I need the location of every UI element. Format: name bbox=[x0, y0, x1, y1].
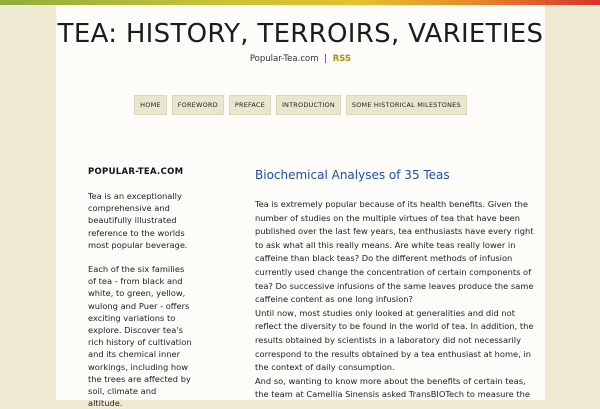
nav-introduction[interactable]: INTRODUCTION bbox=[276, 95, 341, 115]
post-paragraph: Tea is extremely popular because of its health benefits. Given the number of studies on the multiple virtues of tea that have been published over the last few years, tea enthusiasts have every right to ask what all this really means. Are white teas really lower in caffeine than black teas? Do the different methods of infusion currently used change the concentration of certain components of tea? Do successive infusions of the same leaves produce the same caffeine content as one long infusion? bbox=[255, 199, 534, 305]
post-body bbox=[255, 198, 535, 402]
site-title[interactable]: TEA: HISTORY, TERROIRS, VARIETIES bbox=[57, 19, 544, 49]
sidebar bbox=[88, 167, 193, 409]
rss-link[interactable]: RSS bbox=[332, 54, 352, 64]
nav-historical-milestones[interactable]: SOME HISTORICAL MILESTONES bbox=[346, 95, 467, 115]
tagline-separator: | bbox=[324, 54, 328, 64]
post-paragraph: And so, wanting to know more about the benefits of certain teas, the team at Camellia Sinensis asked TransBIOTech to measure the bbox=[255, 375, 531, 400]
nav-home[interactable]: HOME bbox=[134, 95, 167, 115]
page-container bbox=[56, 5, 545, 409]
post-title[interactable]: Biochemical Analyses of 35 Teas bbox=[255, 168, 450, 182]
sidebar-paragraph: Each of the six families of tea - from black and white, to green, yellow, wulong and Puer - offers exciting variations to explore. Discover tea's rich history of cultivation and its chemical inner workings, including how the trees are affected by soil, climate and altitude. bbox=[88, 264, 192, 409]
main-nav bbox=[56, 95, 545, 115]
nav-foreword[interactable]: FOREWORD bbox=[172, 95, 224, 115]
tagline bbox=[56, 54, 545, 64]
sidebar-paragraph: Tea is an exceptionally comprehensive and beautifully illustrated reference to the worlds most popular beverage. bbox=[88, 191, 188, 250]
main-content bbox=[255, 168, 535, 402]
post-paragraph: Until now, most studies only looked at generalities and did not reflect the diversity to be found in the world of tea. In addition, the results obtained by scientists in a laboratory did not necessarily correspond to the results obtained by a tea enthusiast at home, in the context of daily consumption. bbox=[255, 307, 534, 373]
tagline-site-link[interactable]: Popular-Tea.com bbox=[249, 54, 319, 64]
nav-preface[interactable]: PREFACE bbox=[229, 95, 271, 115]
sidebar-heading: POPULAR-TEA.COM bbox=[88, 167, 184, 177]
